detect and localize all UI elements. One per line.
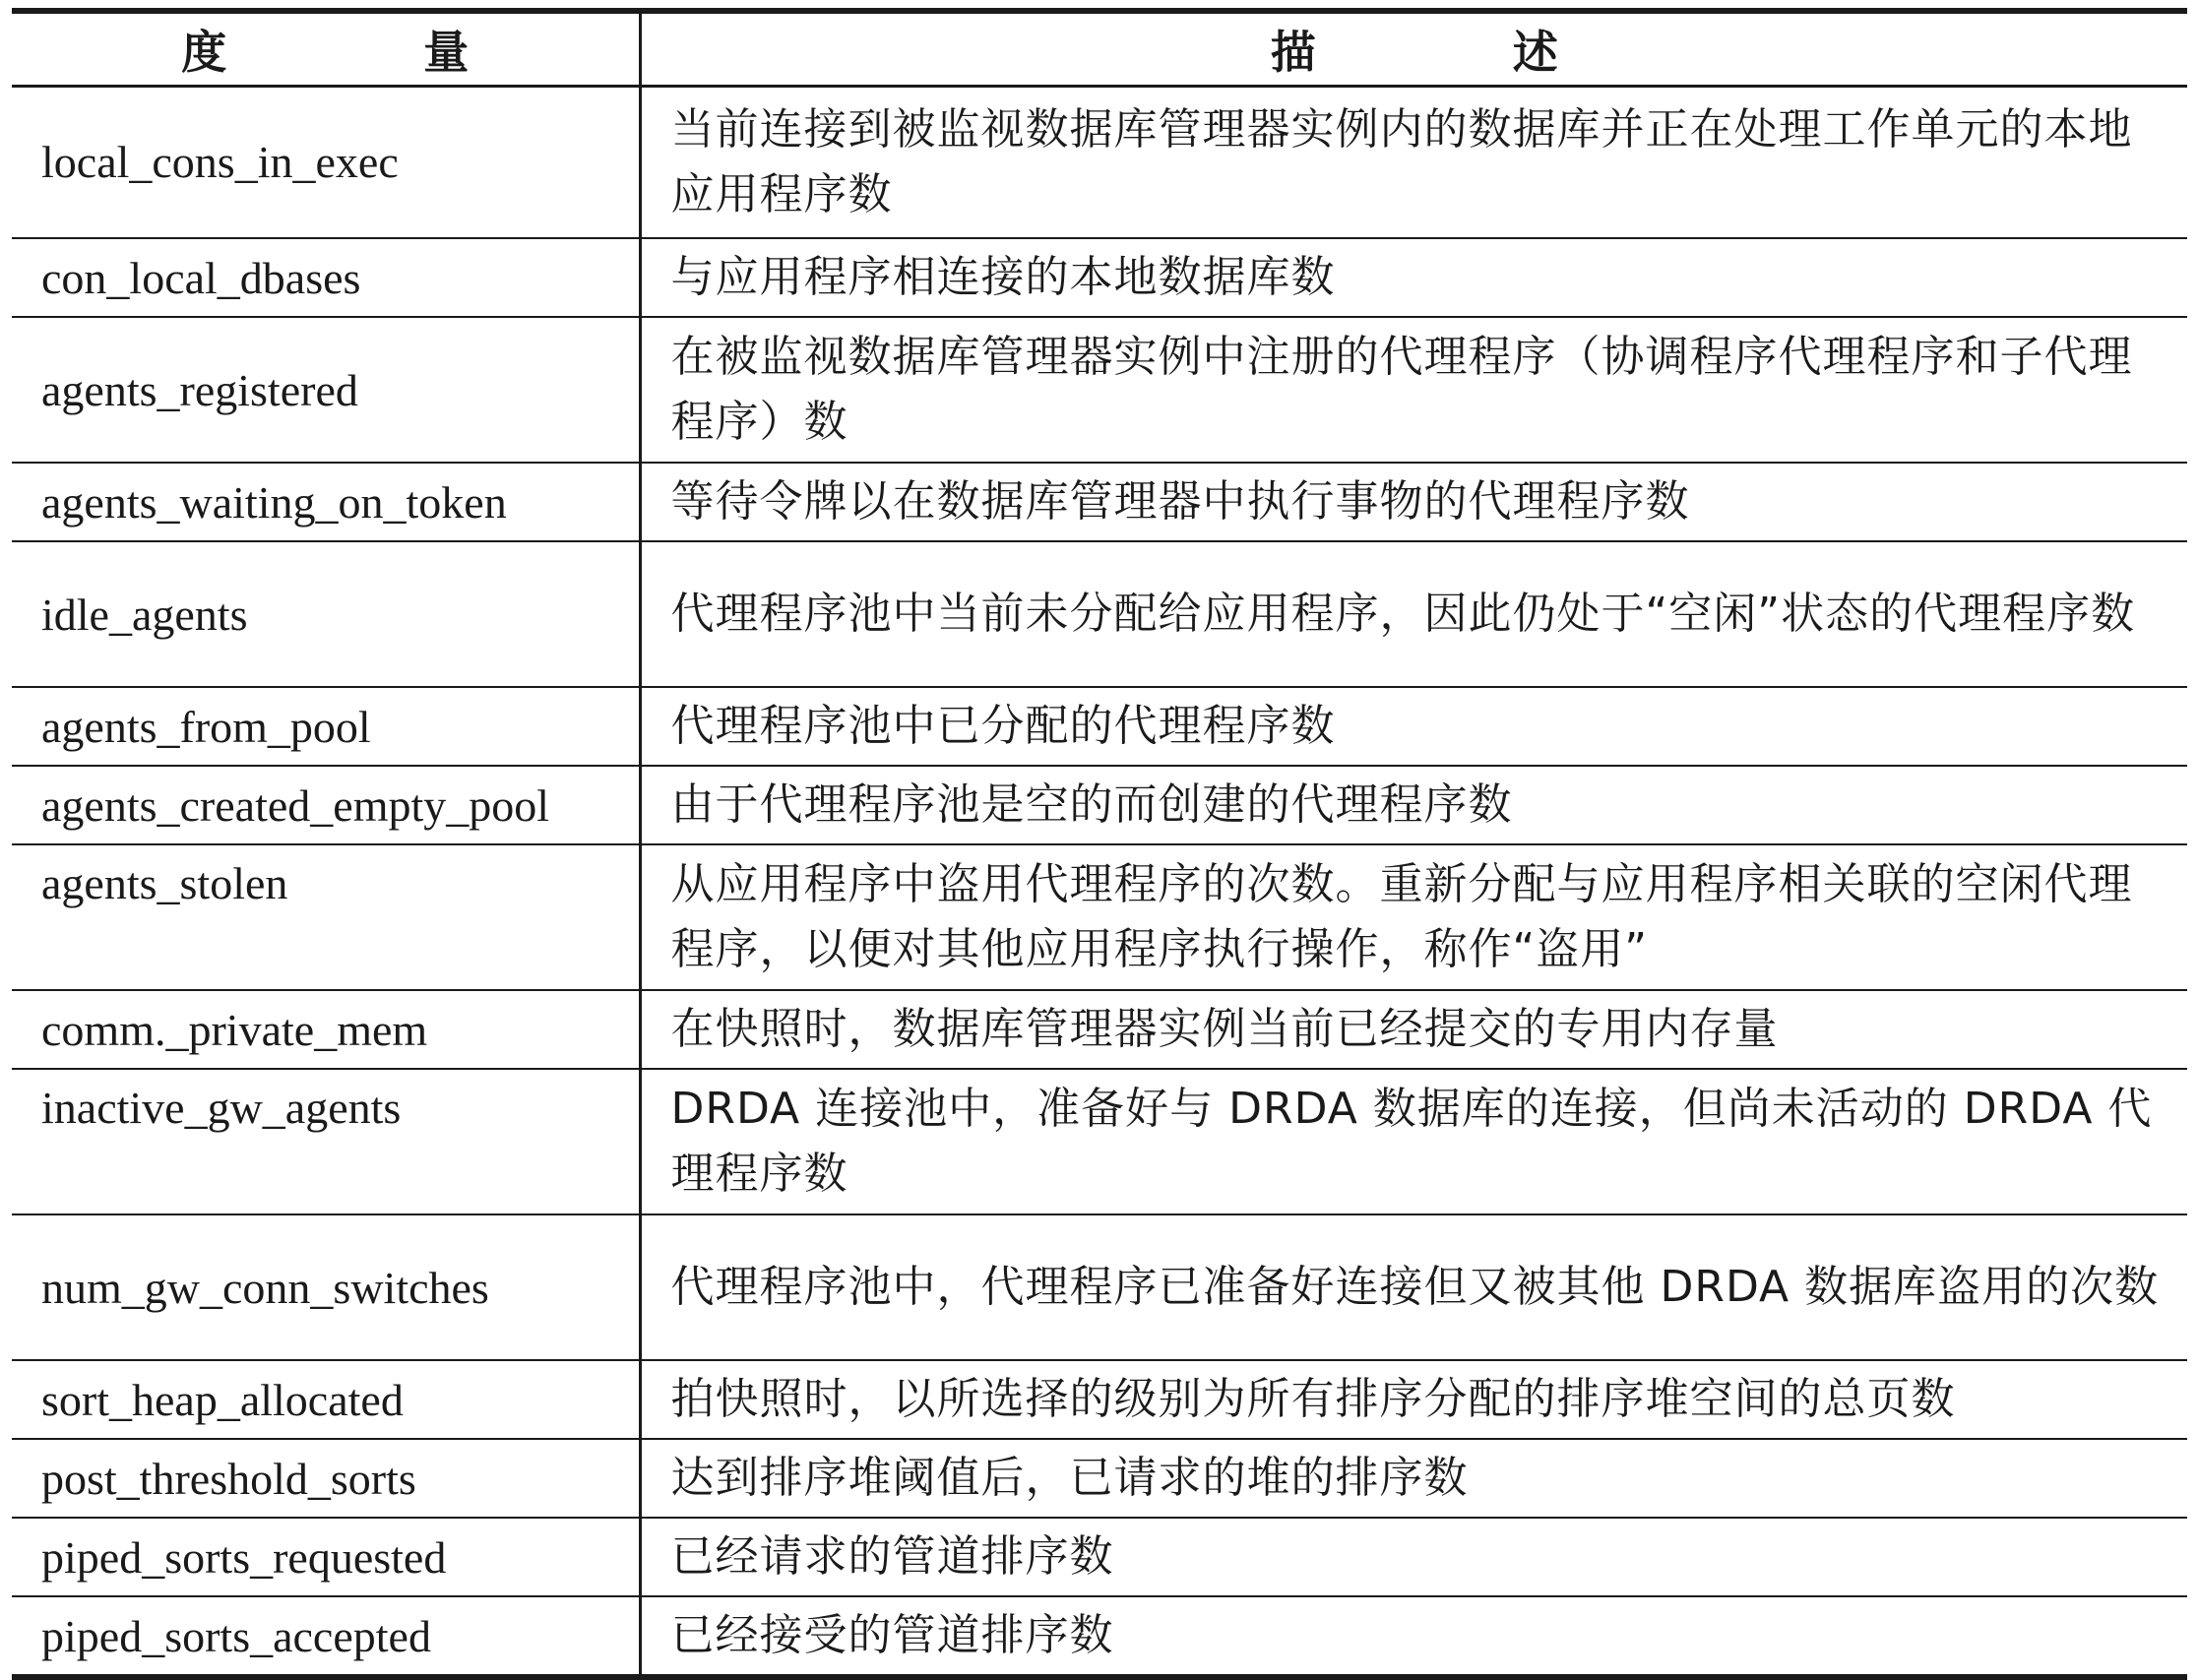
table-row [12,1439,2187,1518]
table-row [12,1518,2187,1596]
metric-name: agents_registered [12,317,640,463]
metric-description: 代理程序池中已分配的代理程序数 [640,687,2187,766]
table-row [12,766,2187,844]
table-row [12,844,2187,990]
metric-name: piped_sorts_requested [12,1518,640,1596]
metric-name: comm._private_mem [12,990,640,1069]
table-row [12,1360,2187,1439]
table-row [12,86,2187,238]
table-bottom-rule [12,1674,2187,1680]
metric-description: 与应用程序相连接的本地数据库数 [640,238,2187,317]
metric-name: sort_heap_allocated [12,1360,640,1439]
metric-name: inactive_gw_agents [12,1069,640,1214]
table-row [12,541,2187,687]
table-row [12,463,2187,541]
metric-name: post_threshold_sorts [12,1439,640,1518]
table-row [12,990,2187,1069]
table-row [12,238,2187,317]
metric-name: agents_waiting_on_token [12,463,640,541]
metric-name: con_local_dbases [12,238,640,317]
metric-description: 达到排序堆阈值后，已请求的堆的排序数 [640,1439,2187,1518]
table-row [12,1214,2187,1360]
metric-description: 已经接受的管道排序数 [640,1596,2187,1674]
metric-description: DRDA 连接池中，准备好与 DRDA 数据库的连接，但尚未活动的 DRDA 代理程序数 [640,1069,2187,1214]
table-header-row [12,14,2187,86]
metric-name: piped_sorts_accepted [12,1596,640,1674]
header-metric: 度 量 [12,14,640,86]
table-row [12,1069,2187,1214]
metric-description: 代理程序池中当前未分配给应用程序，因此仍处于“空闲”状态的代理程序数 [640,541,2187,687]
table-row [12,687,2187,766]
metric-description: 等待令牌以在数据库管理器中执行事物的代理程序数 [640,463,2187,541]
table-row [12,317,2187,463]
metrics-table-container [12,0,2187,1680]
metric-name: local_cons_in_exec [12,86,640,238]
metric-description: 当前连接到被监视数据库管理器实例内的数据库并正在处理工作单元的本地应用程序数 [640,86,2187,238]
header-description: 描 述 [640,14,2187,86]
metric-description: 拍快照时，以所选择的级别为所有排序分配的排序堆空间的总页数 [640,1360,2187,1439]
table-row [12,1596,2187,1674]
metric-name: agents_from_pool [12,687,640,766]
metric-name: idle_agents [12,541,640,687]
metric-description: 在快照时，数据库管理器实例当前已经提交的专用内存量 [640,990,2187,1069]
metrics-table [12,14,2187,1674]
metric-name: num_gw_conn_switches [12,1214,640,1360]
metric-name: agents_stolen [12,844,640,990]
metric-name: agents_created_empty_pool [12,766,640,844]
metric-description: 从应用程序中盗用代理程序的次数。重新分配与应用程序相关联的空闲代理程序，以便对其他应用程序执行操作，称作“盗用” [640,844,2187,990]
metric-description: 已经请求的管道排序数 [640,1518,2187,1596]
metric-description: 在被监视数据库管理器实例中注册的代理程序（协调程序代理程序和子代理程序）数 [640,317,2187,463]
metric-description: 代理程序池中，代理程序已准备好连接但又被其他 DRDA 数据库盗用的次数 [640,1214,2187,1360]
metric-description: 由于代理程序池是空的而创建的代理程序数 [640,766,2187,844]
